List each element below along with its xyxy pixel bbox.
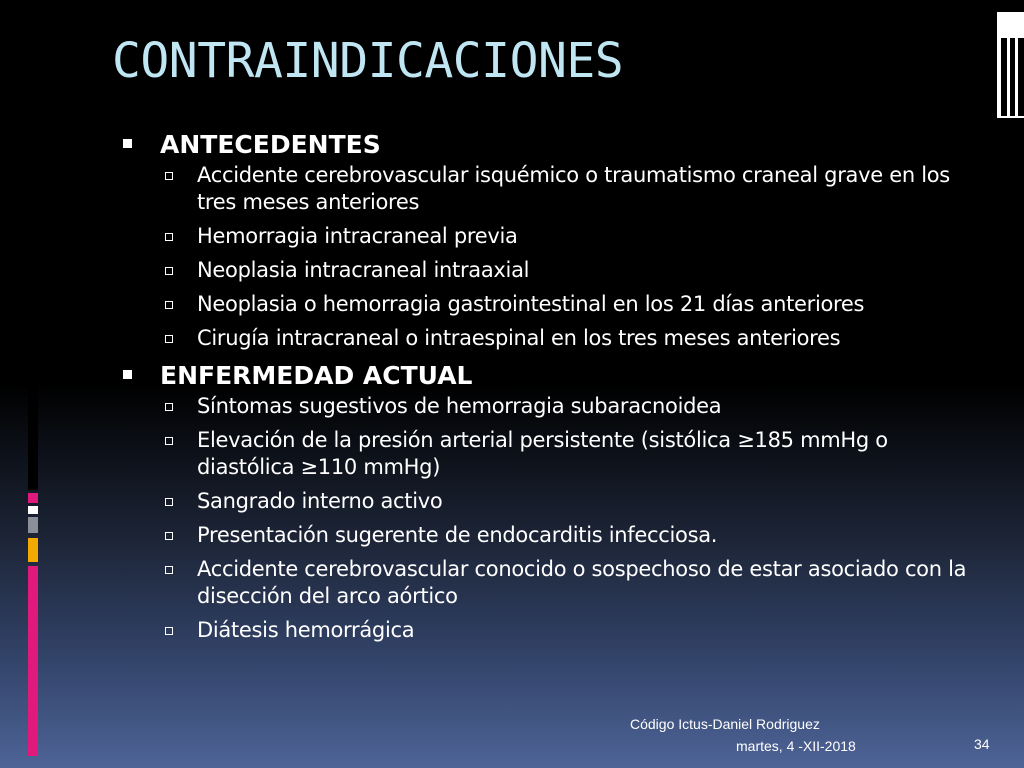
hollow-square-bullet-icon: [165, 172, 173, 180]
list-item-text: Elevación de la presión arterial persistente (sistólica ≥185 mmHg o diastólica ≥110 mmHg): [197, 428, 888, 479]
hollow-square-bullet-icon: [165, 498, 173, 506]
list-item: [120, 291, 970, 318]
square-bullet-icon: [123, 370, 132, 379]
hollow-square-bullet-icon: [165, 403, 173, 411]
hollow-square-bullet-icon: [165, 627, 173, 635]
list-item: [120, 488, 970, 515]
hollow-square-bullet-icon: [165, 267, 173, 275]
list-item-text: Presentación sugerente de endocarditis infecciosa.: [197, 523, 718, 547]
list-item: [120, 162, 970, 216]
list-item-text: Síntomas sugestivos de hemorragia subaracnoidea: [197, 394, 722, 418]
list-item: [120, 556, 970, 610]
list-item-text: Neoplasia intracraneal intraaxial: [197, 258, 530, 282]
list-item: [120, 427, 970, 481]
window-pane-icon: [993, 8, 1024, 122]
hollow-square-bullet-icon: [165, 566, 173, 574]
list-item-text: Sangrado interno activo: [197, 489, 443, 513]
list-item-text: Accidente cerebrovascular isquémico o traumatismo craneal grave en los tres meses anteriores: [197, 163, 950, 214]
hollow-square-bullet-icon: [165, 532, 173, 540]
list-item-text: Cirugía intracraneal o intraespinal en los tres meses anteriores: [197, 326, 841, 350]
section-heading-text: ANTECEDENTES: [160, 130, 381, 159]
section-enfermedad-actual: [120, 359, 970, 644]
slide-title: CONTRAINDICACIONES: [112, 33, 624, 89]
list-item: [120, 325, 970, 352]
page-number: 34: [974, 736, 990, 752]
hollow-square-bullet-icon: [165, 437, 173, 445]
bullet-list: [120, 162, 970, 352]
list-item: [120, 617, 970, 644]
hollow-square-bullet-icon: [165, 233, 173, 241]
left-accent-bar: [0, 0, 40, 768]
list-item: [120, 223, 970, 250]
section-antecedentes: [120, 128, 970, 352]
square-bullet-icon: [123, 139, 132, 148]
section-heading: [120, 128, 970, 162]
list-item-text: Accidente cerebrovascular conocido o sospechoso de estar asociado con la disección del arco aórtico: [197, 557, 967, 608]
list-item: [120, 522, 970, 549]
list-item-text: Neoplasia o hemorragia gastrointestinal en los 21 días anteriores: [197, 292, 865, 316]
section-heading-text: ENFERMEDAD ACTUAL: [160, 361, 473, 390]
list-item-text: Hemorragia intracraneal previa: [197, 224, 518, 248]
bullet-list: [120, 393, 970, 644]
section-heading: [120, 359, 970, 393]
footer-date: martes, 4 -XII-2018: [736, 738, 856, 754]
hollow-square-bullet-icon: [165, 301, 173, 309]
content-area: [120, 128, 970, 651]
footer-author: Código Ictus-Daniel Rodriguez: [630, 716, 820, 732]
list-item: [120, 393, 970, 420]
list-item: [120, 257, 970, 284]
list-item-text: Diátesis hemorrágica: [197, 618, 415, 642]
hollow-square-bullet-icon: [165, 335, 173, 343]
